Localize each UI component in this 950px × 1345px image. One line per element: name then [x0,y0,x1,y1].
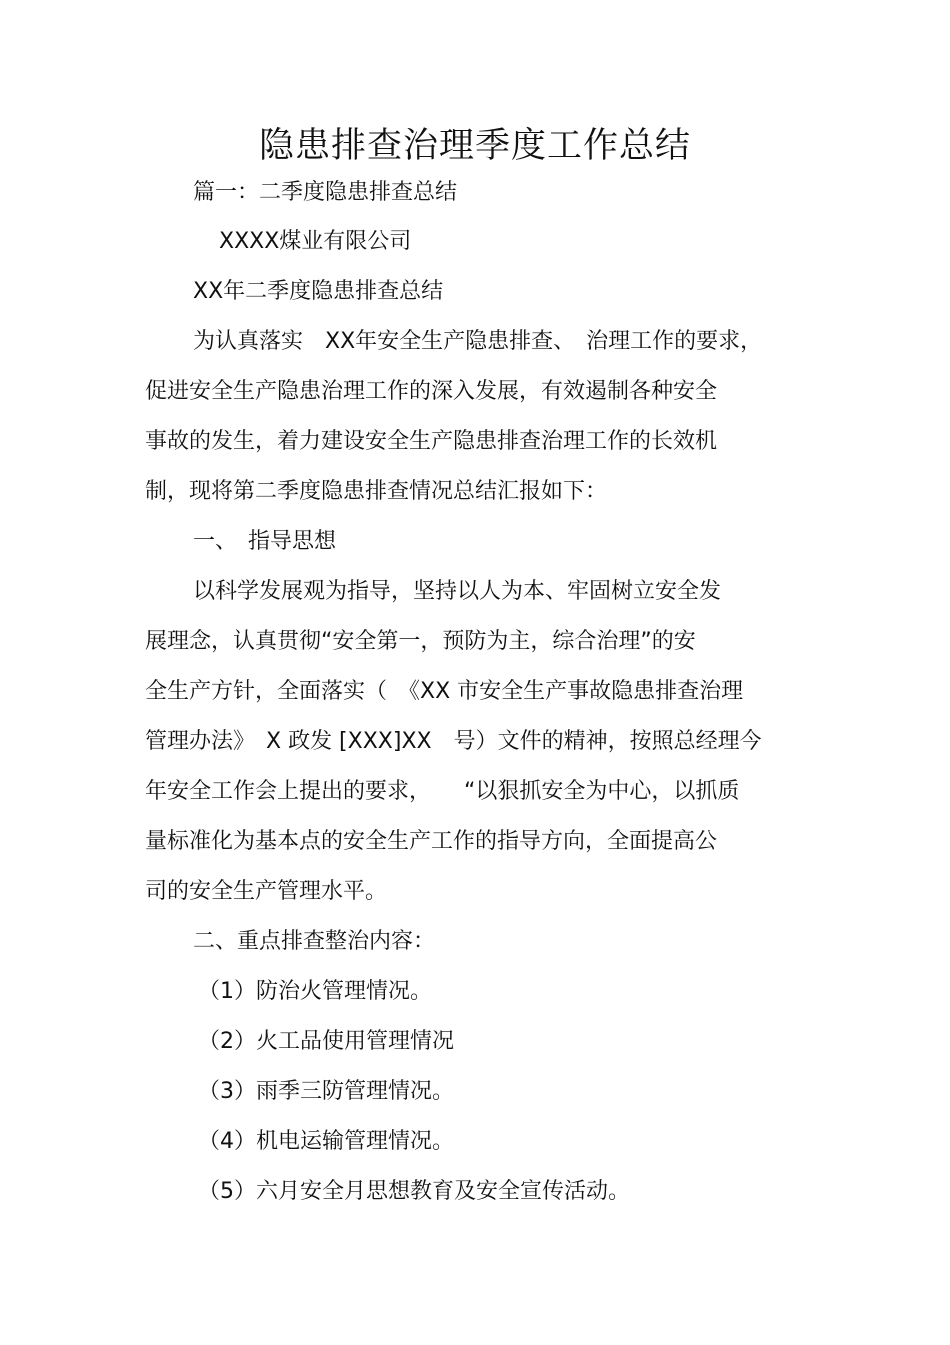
section-1-line-7: 司的安全生产管理水平。 [145,879,388,904]
intro-line-4: 制，现将第二季度隐患排查情况总结汇报如下： [145,479,608,504]
section-1-line-4: 管理办法》 X 政发 [XXX]XX 号）文件的精神，按照总经理今 [145,729,762,754]
list-item: （1）防治火管理情况。 [198,979,432,1004]
chapter-heading: 篇一：二季度隐患排查总结 [193,180,458,205]
report-subtitle: XX年二季度隐患排查总结 [193,279,444,304]
company-name: XXXX煤业有限公司 [219,229,412,254]
section-1-heading: 一、 指导思想 [193,529,337,554]
document-title: 隐患排查治理季度工作总结 [258,126,691,166]
section-1-line-1: 以科学发展观为指导，坚持以人为本、牢固树立安全发 [193,579,722,604]
intro-line-2: 促进安全生产隐患治理工作的深入发展，有效遏制各种安全 [145,379,718,404]
section-1-line-6: 量标准化为基本点的安全生产工作的指导方向，全面提高公 [145,829,718,854]
section-1-line-2: 展理念，认真贯彻“安全第一，预防为主，综合治理”的安 [145,629,696,654]
list-item: （5）六月安全月思想教育及安全宣传活动。 [198,1179,630,1204]
intro-line-1: 为认真落实 XX年安全生产隐患排查、 治理工作的要求， [193,329,763,354]
list-item: （3）雨季三防管理情况。 [198,1079,454,1104]
section-1-line-3: 全生产方针，全面落实（ 《XX 市安全生产事故隐患排查治理 [145,679,744,704]
section-2-heading: 二、重点排查整治内容： [193,929,436,954]
section-1-line-5: 年安全工作会上提出的要求， “以狠抓安全为中心，以抓质 [145,779,740,804]
list-item: （4）机电运输管理情况。 [198,1129,454,1154]
intro-line-3: 事故的发生，着力建设安全生产隐患排查治理工作的长效机 [145,429,718,454]
list-item: （2）火工品使用管理情况 [198,1029,454,1054]
